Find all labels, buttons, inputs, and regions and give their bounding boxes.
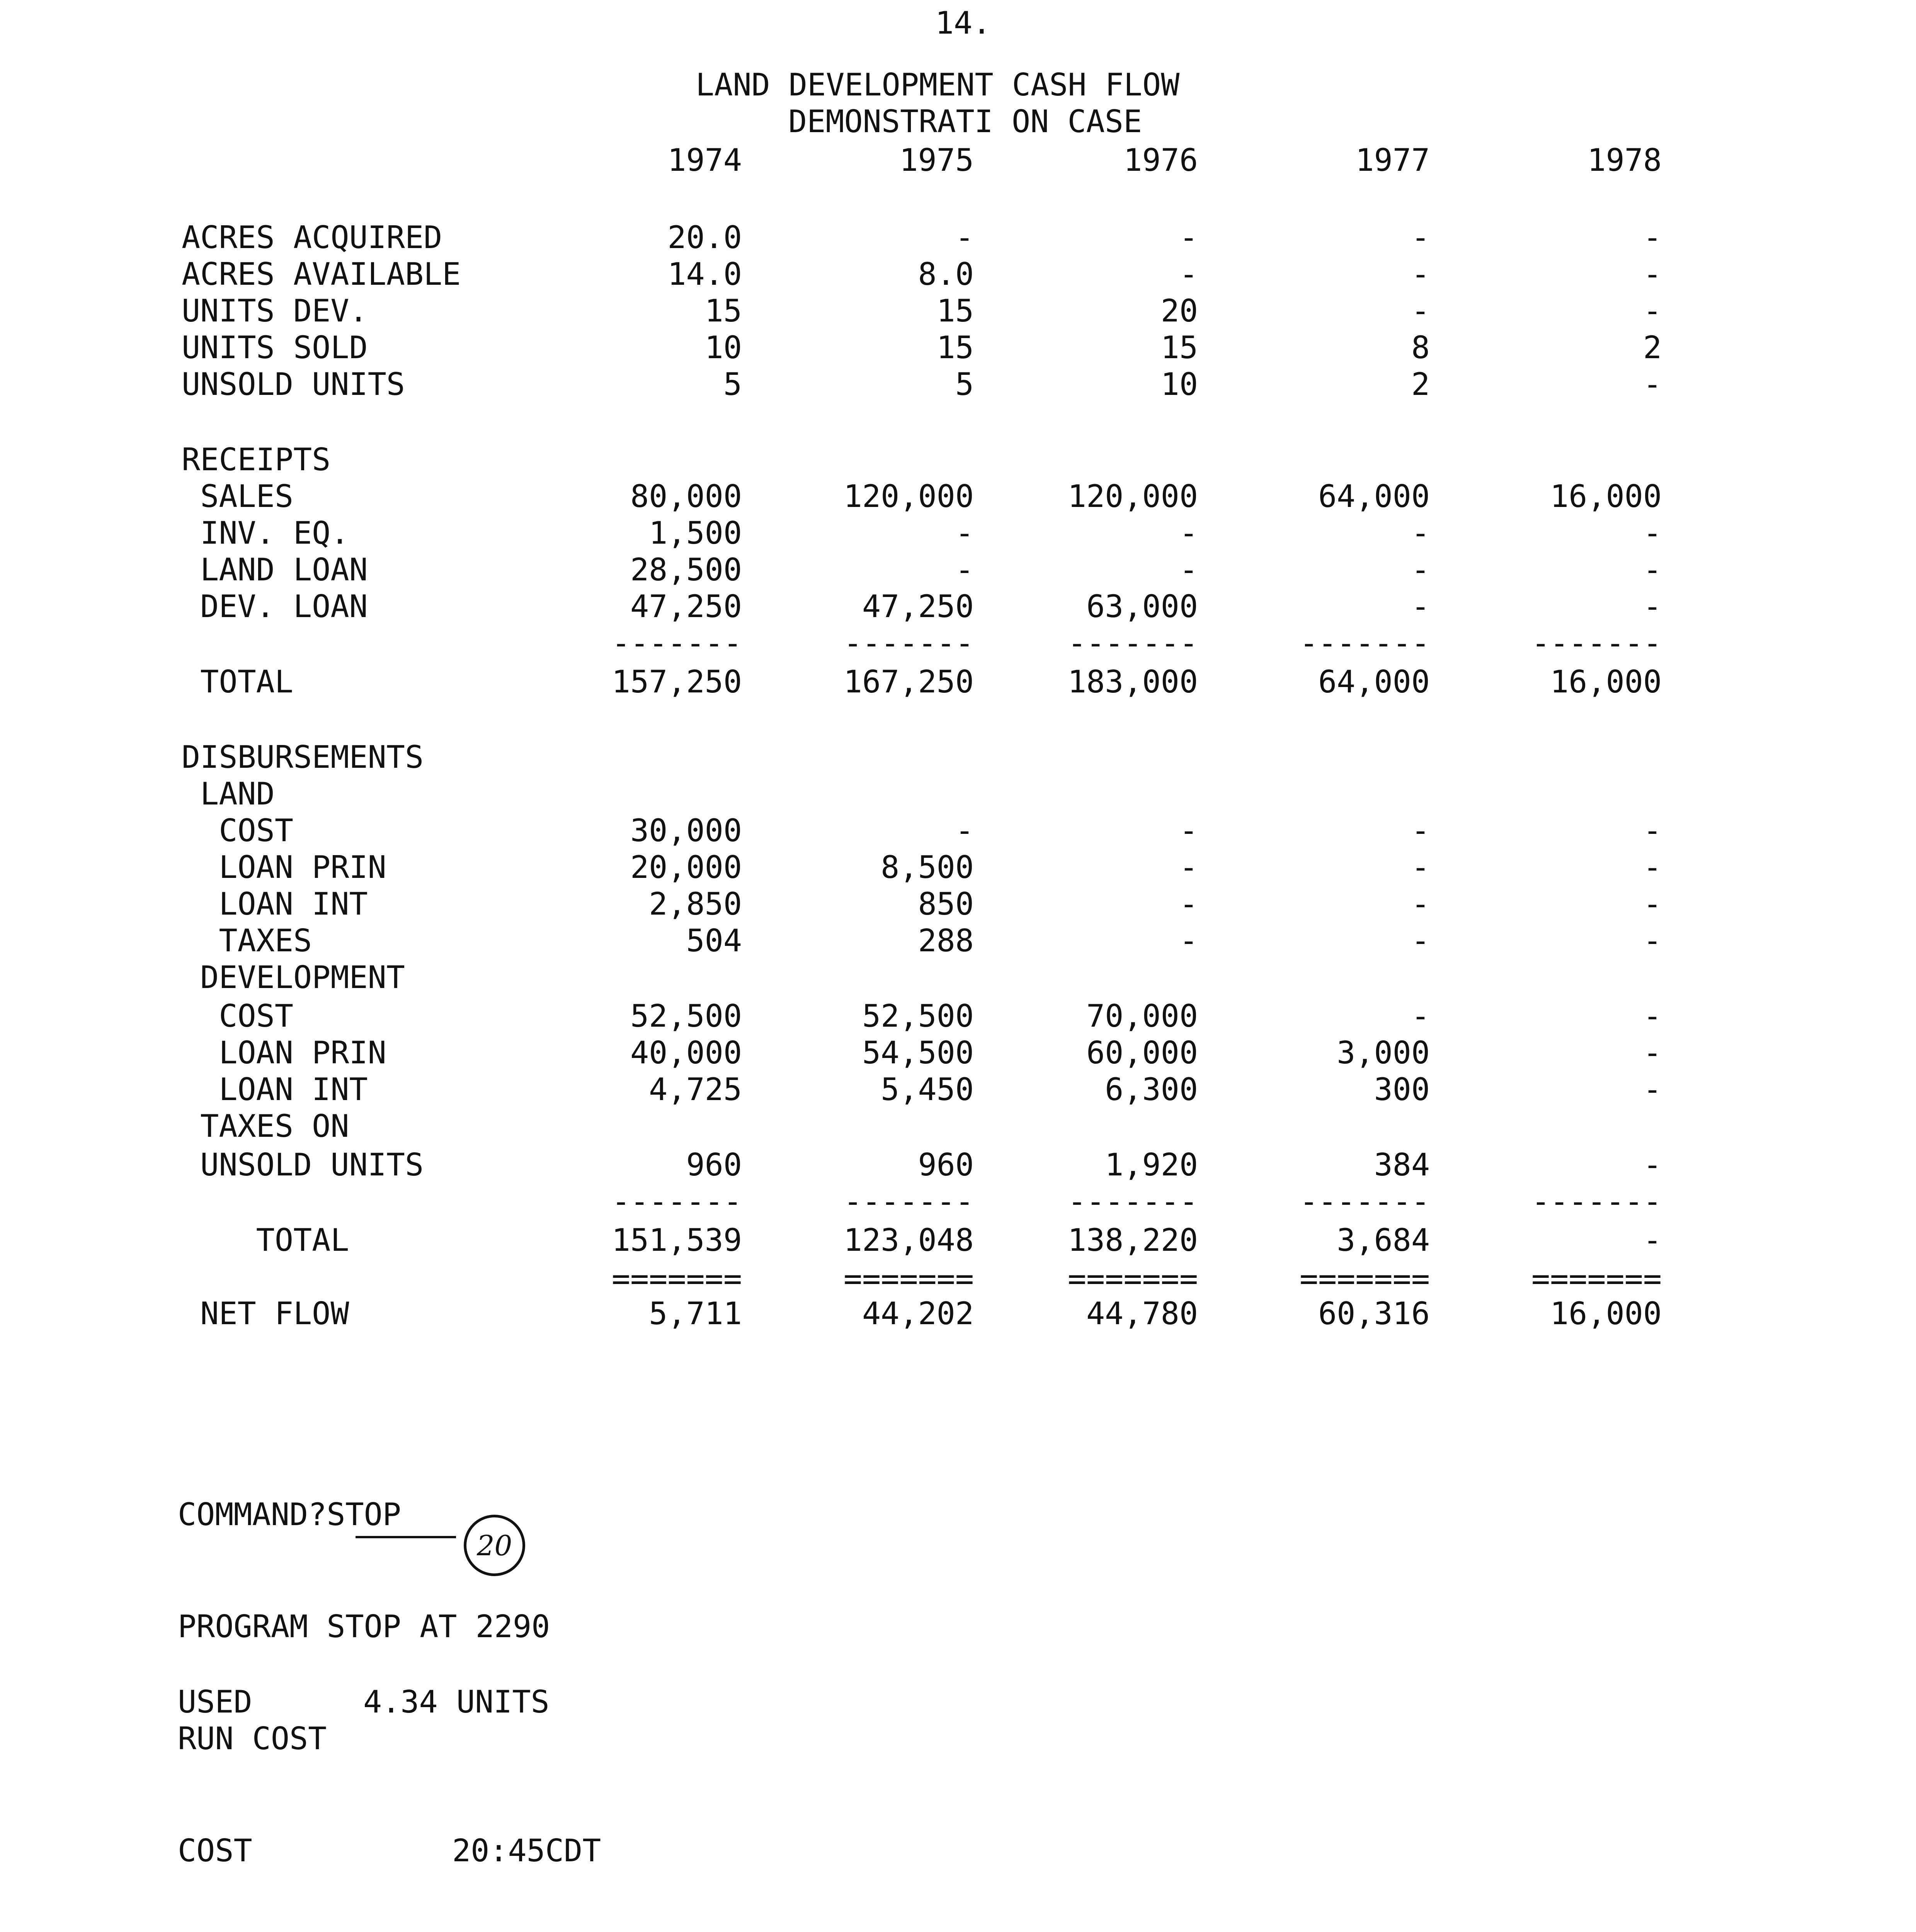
table-cell: 183,000 bbox=[1067, 664, 1198, 700]
table-cell: 44,202 bbox=[862, 1296, 974, 1332]
table-cell: 60,000 bbox=[1086, 1035, 1198, 1071]
page-number: 14. bbox=[935, 5, 991, 41]
row-label: DISBURSEMENTS bbox=[182, 739, 424, 775]
table-cell: - bbox=[1643, 886, 1662, 922]
table-cell: - bbox=[955, 813, 974, 849]
table-cell: 384 bbox=[1374, 1147, 1430, 1183]
table-cell: ------- bbox=[1299, 625, 1430, 661]
table-cell: 2 bbox=[1643, 330, 1662, 366]
table-cell: 15 bbox=[936, 293, 974, 329]
table-cell: - bbox=[1643, 552, 1662, 588]
table-cell: - bbox=[1643, 849, 1662, 885]
table-cell: - bbox=[1179, 219, 1198, 255]
table-cell: 288 bbox=[918, 923, 974, 959]
command-line bbox=[178, 1499, 401, 1530]
table-cell: 6,300 bbox=[1105, 1071, 1198, 1107]
table-cell: ------- bbox=[1531, 1184, 1662, 1219]
table-cell: 2,850 bbox=[649, 886, 742, 922]
table-cell: 5,711 bbox=[649, 1296, 742, 1332]
used-label: USED bbox=[178, 1684, 252, 1720]
year-header: 1976 bbox=[1123, 142, 1198, 178]
row-label: UNITS SOLD bbox=[182, 330, 368, 366]
cost-time: 20:45CDT bbox=[452, 1833, 601, 1869]
table-cell: ======= bbox=[1067, 1261, 1198, 1297]
table-cell: 5 bbox=[955, 366, 974, 402]
row-label: DEV. LOAN bbox=[182, 588, 368, 624]
row-label: TOTAL bbox=[182, 1222, 349, 1258]
table-cell: 4,725 bbox=[649, 1071, 742, 1107]
table-cell: - bbox=[1411, 588, 1430, 624]
table-cell: - bbox=[1643, 588, 1662, 624]
table-cell: 151,539 bbox=[611, 1222, 742, 1258]
row-label: LOAN PRIN bbox=[182, 849, 386, 885]
table-cell: 47,250 bbox=[630, 588, 742, 624]
table-cell: - bbox=[1411, 923, 1430, 959]
table-cell: - bbox=[1411, 219, 1430, 255]
year-header: 1977 bbox=[1355, 142, 1430, 178]
table-cell: 10 bbox=[704, 330, 742, 366]
year-header: 1975 bbox=[899, 142, 974, 178]
table-cell: 52,500 bbox=[630, 998, 742, 1034]
table-cell: - bbox=[1179, 849, 1198, 885]
table-cell: - bbox=[955, 515, 974, 551]
table-cell: 70,000 bbox=[1086, 998, 1198, 1034]
table-cell: 20,000 bbox=[630, 849, 742, 885]
table-cell: ======= bbox=[843, 1261, 974, 1297]
table-cell: 20.0 bbox=[667, 219, 742, 255]
command-underline bbox=[356, 1536, 456, 1538]
table-cell: 10 bbox=[1160, 366, 1198, 402]
table-cell: - bbox=[1179, 923, 1198, 959]
table-cell: 960 bbox=[686, 1147, 742, 1183]
table-cell: ------- bbox=[843, 625, 974, 661]
table-cell: 120,000 bbox=[843, 478, 974, 514]
row-label: LAND bbox=[182, 776, 275, 812]
table-cell: - bbox=[1411, 813, 1430, 849]
table-cell: 120,000 bbox=[1067, 478, 1198, 514]
table-cell: 138,220 bbox=[1067, 1222, 1198, 1258]
table-cell: ======= bbox=[1299, 1261, 1430, 1297]
table-cell: 54,500 bbox=[862, 1035, 974, 1071]
row-label: ACRES ACQUIRED bbox=[182, 219, 442, 255]
table-cell: - bbox=[1643, 1035, 1662, 1071]
table-cell: - bbox=[1643, 366, 1662, 402]
table-cell: ------- bbox=[1067, 1184, 1198, 1219]
table-cell: - bbox=[955, 219, 974, 255]
row-label: RECEIPTS bbox=[182, 442, 331, 478]
report-subtitle: DEMONSTRATI ON CASE bbox=[788, 104, 1142, 139]
table-cell: 16,000 bbox=[1550, 478, 1662, 514]
table-cell: 30,000 bbox=[630, 813, 742, 849]
row-label: COST bbox=[182, 813, 293, 849]
table-cell: 60,316 bbox=[1318, 1296, 1430, 1332]
table-cell: 8.0 bbox=[918, 256, 974, 292]
table-cell: 28,500 bbox=[630, 552, 742, 588]
table-cell: - bbox=[1643, 219, 1662, 255]
table-cell: - bbox=[1179, 552, 1198, 588]
table-cell: 40,000 bbox=[630, 1035, 742, 1071]
command-input: STOP bbox=[327, 1497, 401, 1532]
table-cell: - bbox=[1411, 552, 1430, 588]
table-cell: 16,000 bbox=[1550, 1296, 1662, 1332]
table-cell: 8,500 bbox=[881, 849, 974, 885]
table-cell: 20 bbox=[1160, 293, 1198, 329]
table-cell: 960 bbox=[918, 1147, 974, 1183]
table-cell: - bbox=[1643, 998, 1662, 1034]
table-cell: 16,000 bbox=[1550, 664, 1662, 700]
row-label: UNSOLD UNITS bbox=[182, 1147, 424, 1183]
table-cell: 5,450 bbox=[881, 1071, 974, 1107]
row-label: TAXES bbox=[182, 923, 312, 959]
row-label: LOAN PRIN bbox=[182, 1035, 386, 1071]
table-cell: - bbox=[1643, 293, 1662, 329]
table-cell: 850 bbox=[918, 886, 974, 922]
row-label: TAXES ON bbox=[182, 1108, 349, 1144]
table-cell: - bbox=[1643, 515, 1662, 551]
row-label: INV. EQ. bbox=[182, 515, 349, 551]
table-cell: 64,000 bbox=[1318, 664, 1430, 700]
row-label: SALES bbox=[182, 478, 293, 514]
table-cell: - bbox=[1411, 293, 1430, 329]
table-cell: ------- bbox=[1531, 625, 1662, 661]
row-label: NET FLOW bbox=[182, 1296, 349, 1332]
table-cell: 52,500 bbox=[862, 998, 974, 1034]
table-cell: 3,000 bbox=[1337, 1035, 1430, 1071]
table-cell: 63,000 bbox=[1086, 588, 1198, 624]
table-cell: 5 bbox=[723, 366, 742, 402]
table-cell: - bbox=[1179, 515, 1198, 551]
table-cell: ------- bbox=[611, 1184, 742, 1219]
table-cell: 44,780 bbox=[1086, 1296, 1198, 1332]
table-cell: 1,920 bbox=[1105, 1147, 1198, 1183]
annotation-circle-20: 20 bbox=[464, 1515, 525, 1576]
table-cell: 157,250 bbox=[611, 664, 742, 700]
table-cell: 47,250 bbox=[862, 588, 974, 624]
table-cell: - bbox=[1179, 256, 1198, 292]
report-title: LAND DEVELOPMENT CASH FLOW bbox=[696, 67, 1180, 103]
table-cell: - bbox=[1643, 1147, 1662, 1183]
table-cell: ------- bbox=[1299, 1184, 1430, 1219]
row-label: DEVELOPMENT bbox=[182, 959, 405, 995]
table-cell: - bbox=[1411, 256, 1430, 292]
row-label: COST bbox=[182, 998, 293, 1034]
row-label: ACRES AVAILABLE bbox=[182, 256, 461, 292]
table-cell: - bbox=[1411, 849, 1430, 885]
year-header: 1974 bbox=[667, 142, 742, 178]
run-cost-line: RUN COST bbox=[178, 1721, 327, 1757]
table-cell: - bbox=[1643, 1222, 1662, 1258]
table-cell: 167,250 bbox=[843, 664, 974, 700]
table-cell: ======= bbox=[611, 1261, 742, 1297]
table-cell: - bbox=[1411, 886, 1430, 922]
used-units: 4.34 UNITS bbox=[363, 1684, 550, 1720]
table-cell: 64,000 bbox=[1318, 478, 1430, 514]
table-cell: 1,500 bbox=[649, 515, 742, 551]
row-label: LOAN INT bbox=[182, 1071, 368, 1107]
row-label: LAND LOAN bbox=[182, 552, 368, 588]
table-cell: - bbox=[1411, 515, 1430, 551]
table-cell: - bbox=[1643, 1071, 1662, 1107]
row-label: UNSOLD UNITS bbox=[182, 366, 405, 402]
table-cell: 15 bbox=[704, 293, 742, 329]
cost-label: COST bbox=[178, 1833, 252, 1869]
table-cell: - bbox=[1179, 886, 1198, 922]
table-cell: ------- bbox=[843, 1184, 974, 1219]
table-cell: 8 bbox=[1411, 330, 1430, 366]
table-cell: - bbox=[1411, 998, 1430, 1034]
row-label: LOAN INT bbox=[182, 886, 368, 922]
table-cell: 2 bbox=[1411, 366, 1430, 402]
table-cell: 15 bbox=[1160, 330, 1198, 366]
table-cell: - bbox=[1643, 813, 1662, 849]
year-header: 1978 bbox=[1587, 142, 1662, 178]
table-cell: - bbox=[1643, 923, 1662, 959]
table-cell: 504 bbox=[686, 923, 742, 959]
table-cell: 123,048 bbox=[843, 1222, 974, 1258]
program-stop-line: PROGRAM STOP AT 2290 bbox=[178, 1609, 550, 1645]
table-cell: 300 bbox=[1374, 1071, 1430, 1107]
table-cell: - bbox=[1179, 813, 1198, 849]
row-label: UNITS DEV. bbox=[182, 293, 368, 329]
table-cell: ======= bbox=[1531, 1261, 1662, 1297]
table-cell: 14.0 bbox=[667, 256, 742, 292]
table-cell: 15 bbox=[936, 330, 974, 366]
command-prompt: COMMAND? bbox=[178, 1497, 327, 1532]
row-label: TOTAL bbox=[182, 664, 293, 700]
table-cell: - bbox=[1643, 256, 1662, 292]
table-cell: ------- bbox=[1067, 625, 1198, 661]
table-cell: 80,000 bbox=[630, 478, 742, 514]
table-cell: 3,684 bbox=[1337, 1222, 1430, 1258]
table-cell: ------- bbox=[611, 625, 742, 661]
table-cell: - bbox=[955, 552, 974, 588]
